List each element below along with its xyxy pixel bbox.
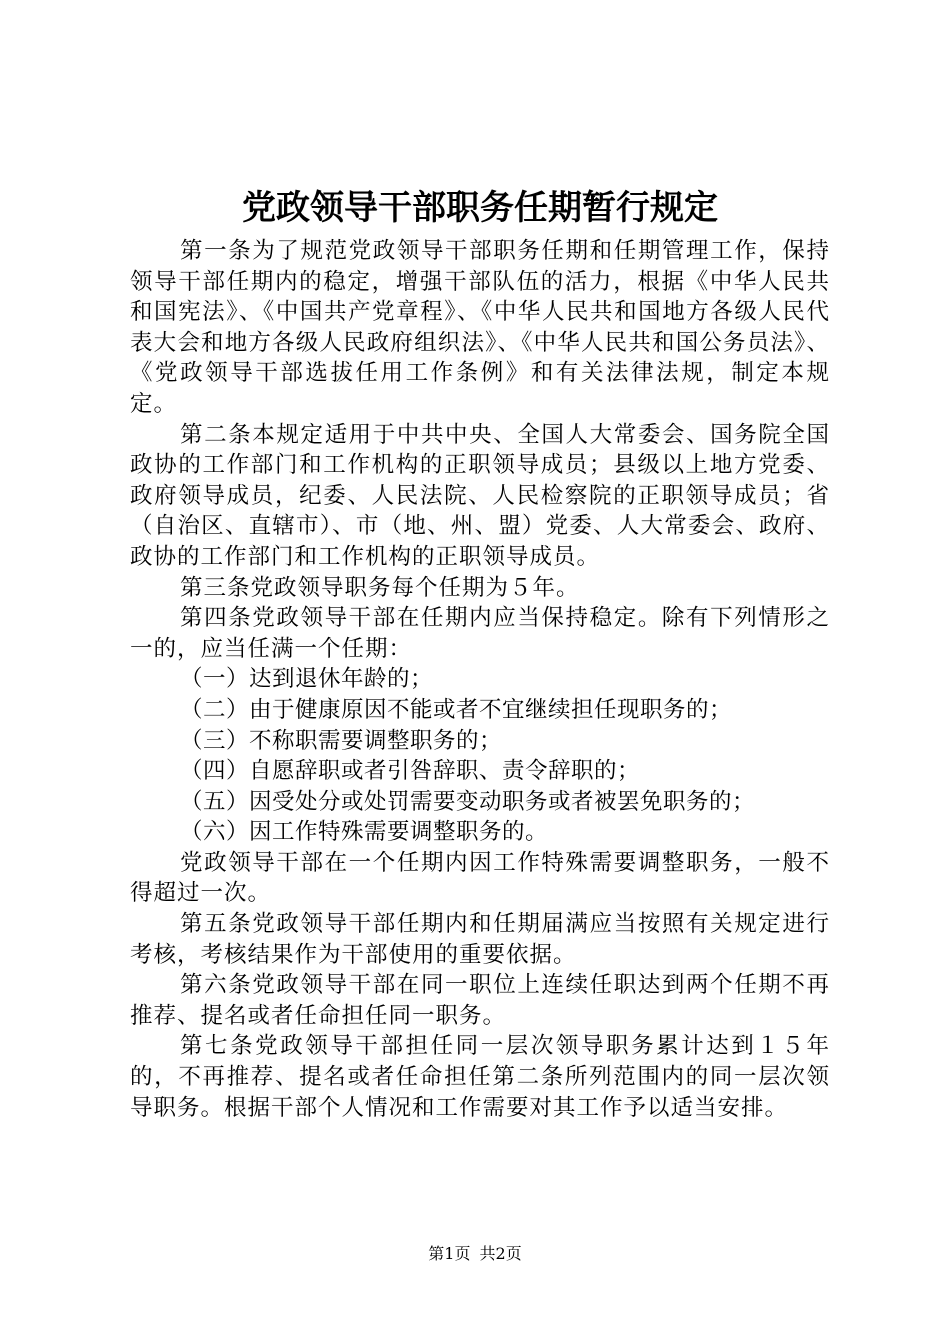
document-body — [130, 236, 830, 1123]
paragraph-article-2: 第二条本规定适用于中共中央、全国人大常委会、国务院全国政协的工作部门和工作机构的正职领导成员；县级以上地方党委、政府领导成员，纪委、人民法院、人民检察院的正职领导成员；省（自治区、直辖市）、市（地、州、盟）党委、人大常委会、政府、政协的工作部门和工作机构的正职领导成员。 — [130, 421, 830, 570]
list-item-4: （四）自愿辞职或者引咎辞职、责令辞职的； — [180, 758, 641, 785]
paragraph-article-1: 第一条为了规范党政领导干部职务任期和任期管理工作，保持领导干部任期内的稳定，增强干部队伍的活力，根据《中华人民共和国宪法》、《中国共产党章程》、《中华人民共和国地方各级人民代表大会和地方各级人民政府组织法》、《中华人民共和国公务员法》、《党政领导干部选拔任用工作条例》和有关法律法规，制定本规定。 — [130, 238, 830, 417]
paragraph-article-5: 第五条党政领导干部任期内和任期届满应当按照有关规定进行考核，考核结果作为干部使用的重要依据。 — [130, 911, 830, 968]
list-item-3: （三）不称职需要调整职务的； — [180, 727, 503, 754]
page-total: 共2页 — [479, 1244, 522, 1263]
paragraph-article-4: 第四条党政领导干部在任期内应当保持稳定。除有下列情形之一的，应当任满一个任期： — [130, 605, 830, 662]
paragraph-article-7: 第七条党政领导干部担任同一层次领导职务累计达到１５年的，不再推荐、提名或者任命担任第二条所列范围内的同一层次领导职务。根据干部个人情况和工作需要对其工作予以适当安排。 — [130, 1033, 830, 1121]
list-item-1: （一）达到退休年龄的； — [180, 666, 434, 693]
paragraph-article-3: 第三条党政领导职务每个任期为５年。 — [180, 574, 580, 601]
list-item-2: （二）由于健康原因不能或者不宜继续担任现职务的； — [180, 696, 733, 723]
list-item-6: （六）因工作特殊需要调整职务的。 — [180, 819, 549, 846]
paragraph-article-6: 第六条党政领导干部在同一职位上连续任职达到两个任期不再推荐、提名或者任命担任同一职务。 — [130, 972, 830, 1029]
list-item-5: （五）因受处分或处罚需要变动职务或者被罢免职务的； — [180, 788, 756, 815]
page-footer — [0, 1243, 950, 1265]
paragraph-adjustment-limit: 党政领导干部在一个任期内因工作特殊需要调整职务，一般不得超过一次。 — [130, 849, 830, 907]
page-number: 第1页 — [428, 1244, 471, 1263]
document-page — [130, 0, 830, 1344]
document-title: 党政领导干部职务任期暂行规定 — [242, 188, 718, 228]
